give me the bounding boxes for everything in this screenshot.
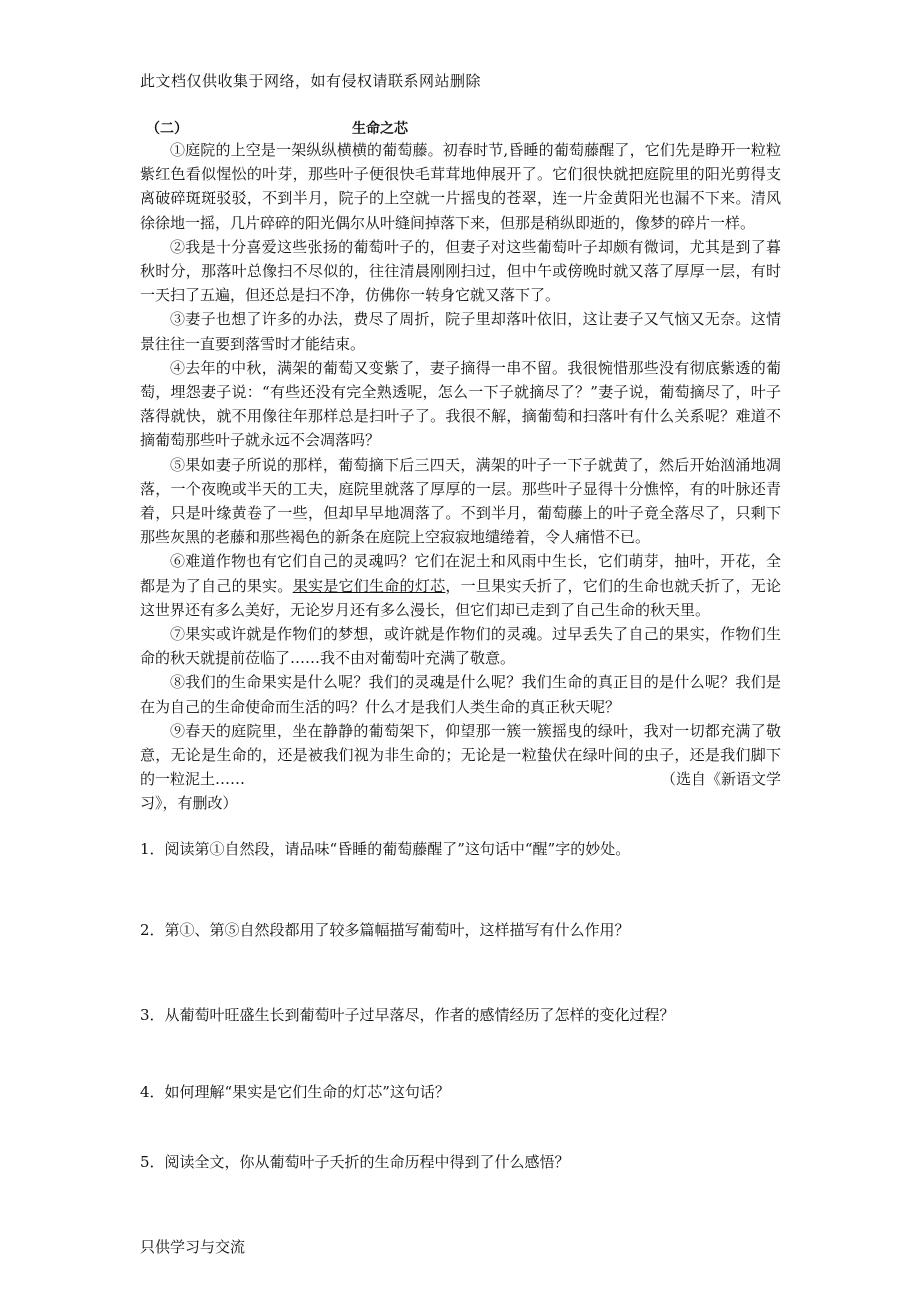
article-title: 生命之芯: [352, 121, 408, 137]
question-5: 5．阅读全文，你从葡萄叶子夭折的生命历程中得到了什么感悟？: [140, 1153, 570, 1171]
underlined-key-sentence: 果实是它们生命的灯芯: [292, 576, 446, 595]
paragraph-4: ④去年的中秋，满架的葡萄又变紫了，妻子摘得一串不留。我很惋惜那些没有彻底紫透的葡萄，埋怨妻子说：“有些还没有完全熟透呢，怎么一下子就摘尽了？”妻子说，葡萄摘尽了，叶子落得就快，就不用像往年那样总是扫叶子了。我很不解，摘葡萄和扫落叶有什么关系呢？难道不摘葡萄那些叶子就永远不会凋落吗？: [140, 358, 781, 450]
title-row: [140, 118, 780, 140]
paragraph-6: [140, 549, 781, 622]
paragraph-8: ⑧我们的生命果实是什么呢？我们的灵魂是什么呢？我们生命的真正目的是什么呢？我们是在为自己的生命使命而生活的吗？什么才是我们人类生命的真正秋天呢？: [140, 673, 781, 716]
paragraph-3: ③妻子也想了许多的办法，费尽了周折，院子里却落叶依旧，这让妻子又气恼又无奈。这情景往往一直要到落雪时才能结束。: [140, 310, 781, 353]
paragraph-5: ⑤果如妻子所说的那样，葡萄摘下后三四天，满架的叶子一下子就黄了，然后开始汹涌地凋落，一个夜晚或半天的工夫，庭院里就落了厚厚的一层。那些叶子显得十分憔悴，有的叶脉还青着，只是叶缘黄卷了一些，但却早早地凋落了。不到半月，葡萄藤上的叶子竟全落尽了，只剩下那些灰黑的老藤和那些褐色的新条在庭院上空寂寂地缱绻着，令人痛惜不已。: [140, 455, 781, 547]
section-label: （二）: [146, 121, 188, 137]
question-2: 2．第①、第⑤自然段都用了较多篇幅描写葡萄叶，这样描写有什么作用？: [140, 921, 630, 939]
page-footer: 只供学习与交流: [140, 1238, 246, 1256]
paragraph-2: ②我是十分喜爱这些张扬的葡萄叶子的，但妻子对这些葡萄叶子却颇有微词，尤其是到了暮秋时分，那落叶总像扫不尽似的，往往清晨刚刚扫过，但中午或傍晚时就又落了厚厚一层，有时一天扫了五遍，但还总是扫不净，仿佛你一转身它就又落下了。: [140, 237, 781, 305]
paragraph-9-text: ⑨春天的庭院里，坐在静静的葡萄架下，仰望那一簇一簇摇曳的绿叶，我对一切都充满了敬意，无论是生命的，还是被我们视为非生命的；无论是一粒蛰伏在绿叶间的虫子，还是我们脚下的一粒泥土……: [140, 721, 781, 789]
paragraph-6-before: ⑥难道作物也有它们自己的灵魂吗？它们在泥土和风雨中生长，它们萌芽，抽叶，开花，全都是为了自己的果实。: [140, 552, 781, 595]
question-3: 3．从葡萄叶旺盛生长到葡萄叶子过早落尽，作者的感情经历了怎样的变化过程？: [140, 1006, 675, 1024]
paragraph-1: ①庭院的上空是一架纵纵横横的葡萄藤。初春时节,昏睡的葡萄藤醒了，它们先是睁开一粒粒紫红色看似惺忪的叶芽，那些叶子便很快毛茸茸地伸展开了。它们很快就把庭院里的阳光剪得支离破碎斑斑驳驳，不到半月，院子的上空就一片摇曳的苍翠，连一片金黄阳光也漏不下来。清风徐徐地一摇，几片碎碎的阳光偶尔从叶缝间掉落下来，但那是稍纵即逝的，像梦的碎片一样。: [140, 141, 781, 232]
paragraph-9: [140, 719, 781, 792]
source-citation-close: 习》，有删改）: [140, 794, 238, 813]
source-citation-open: （选自《新语文学: [660, 770, 781, 789]
paragraph-7: ⑦果实或许就是作物们的梦想，或许就是作物们的灵魂。过早丢失了自己的果实，作物们生命的秋天就提前莅临了……我不由对葡萄叶充满了敬意。: [140, 625, 781, 668]
article-body: [140, 138, 781, 816]
page-header-notice: 此文档仅供收集于网络，如有侵权请联系网站删除: [140, 72, 482, 90]
paragraph-6-after: ，一旦果实夭折了，它们的生命也就夭折了，无论这世界还有多么美好，无论岁月还有多么漫长，但它们却已走到了自己生命的秋天里。: [140, 576, 781, 619]
source-citation-line: [140, 791, 781, 815]
question-1: 1．阅读第①自然段，请品味“昏睡的葡萄藤醒了”这句话中“醒”字的妙处。: [140, 840, 631, 858]
question-4: 4．如何理解“果实是它们生命的灯芯”这句话？: [140, 1083, 450, 1101]
